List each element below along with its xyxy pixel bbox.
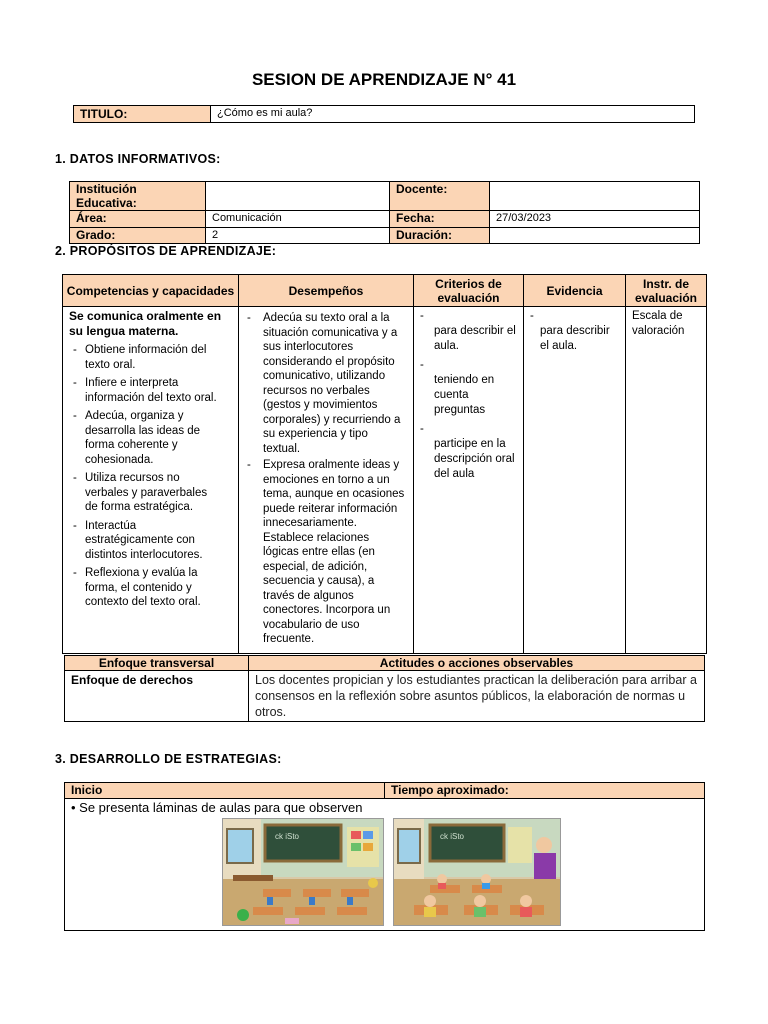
criterio-1: para describir el aula. [434, 325, 516, 352]
enfoque-name: Enfoque de derechos [65, 671, 249, 722]
board-text-2: ck iSto [440, 832, 465, 841]
evidencia-dash: - [530, 310, 534, 322]
classroom-illustration-2 [394, 819, 561, 926]
header-competencias: Competencias y capacidades [63, 275, 239, 307]
fecha-label: Fecha: [390, 211, 490, 228]
fecha-value: 27/03/2023 [490, 211, 700, 228]
board-text-1: ck iSto [275, 832, 300, 841]
desempenos-list [245, 311, 407, 647]
docente-value [490, 182, 700, 211]
inicio-label: Inicio [65, 783, 385, 799]
desempenos-cell [239, 307, 414, 654]
list-item: - Interactúa estratégicamente con distintos interlocutores. [71, 519, 234, 563]
area-label: Área: [70, 211, 206, 228]
area-value: Comunicación [206, 211, 390, 228]
list-item: - Expresa oralmente ideas y emociones en torno a un tema, aunque en ocasiones puede reiterar información innecesariamente. Establece relaciones lógicas entre ellas (en especial, de adición, secuencia y causa), a través de algunos conectores. Incorpora un vocabulario de uso frecuente. [245, 458, 407, 647]
inicio-bullet-text: Se presenta láminas de aulas para que observen [79, 800, 363, 815]
datos-informativos-table [69, 181, 700, 244]
titulo-table [73, 105, 695, 123]
list-item: - Utiliza recursos no verbales y paraverbales de forma estratégica. [71, 471, 234, 515]
header-desempenos: Desempeños [239, 275, 414, 307]
criterios-cell [414, 307, 524, 654]
titulo-label: TITULO: [74, 106, 211, 123]
docente-label: Docente: [390, 182, 490, 211]
document-title: SESION DE APRENDIZAJE N° 41 [251, 70, 517, 89]
section-1-heading: 1. DATOS INFORMATIVOS: [55, 152, 221, 166]
inicio-content [65, 799, 705, 931]
evidencia-value: para describir el aula. [540, 325, 610, 352]
classroom-illustration-1 [223, 819, 384, 926]
header-criterios: Criterios de evaluación [414, 275, 524, 307]
enfoque-table [64, 655, 705, 722]
inicio-bullet [71, 800, 698, 816]
competencia-title: Se comunica oralmente en su lengua materna. [69, 309, 222, 338]
titulo-value: ¿Cómo es mi aula? [211, 106, 695, 123]
duracion-label: Duración: [390, 228, 490, 244]
classroom-image-2 [393, 818, 561, 926]
section-2-heading: 2. PROPÓSITOS DE APRENDIZAJE: [55, 244, 277, 258]
list-item: - Infiere e interpreta información del texto oral. [71, 376, 234, 405]
header-evidencia: Evidencia [524, 275, 626, 307]
capacidades-list [69, 343, 234, 610]
bullet-icon: • [71, 800, 80, 815]
list-item: - Obtiene información del texto oral. [71, 343, 234, 372]
criterio-dash: - [420, 310, 424, 322]
grado-value: 2 [206, 228, 390, 244]
desarrollo-table [64, 782, 705, 931]
tiempo-label: Tiempo aproximado: [385, 783, 705, 799]
grado-label: Grado: [70, 228, 206, 244]
evidencia-cell [524, 307, 626, 654]
enfoque-text: Los docentes propician y los estudiantes practican la deliberación para arribar a consensos en la reflexión sobre asuntos públicos, la elaboración de normas u otros. [249, 671, 705, 722]
list-item: - Adecúa su texto oral a la situación comunicativa y a sus interlocutores considerando el propósito comunicativo, utilizando recursos no verbales (gestos y movimientos corporales) y recurriendo a su experiencia y tipo textual. [245, 311, 407, 456]
list-item: - Reflexiona y evalúa la forma, el contenido y contexto del texto oral. [71, 566, 234, 610]
institucion-value [206, 182, 390, 211]
criterio-dash: - [420, 359, 424, 371]
competencias-cell [63, 307, 239, 654]
criterio-dash: - [420, 423, 424, 435]
actitudes-header: Actitudes o acciones observables [249, 656, 705, 671]
list-item: - Adecúa, organiza y desarrolla las ideas de forma coherente y cohesionada. [71, 409, 234, 467]
classroom-image-1 [222, 818, 384, 926]
header-instrumento: Instr. de evaluación [626, 275, 707, 307]
propositos-table [62, 274, 707, 654]
duracion-value [490, 228, 700, 244]
criterio-3: participe en la descripción oral del aula [434, 438, 515, 480]
section-3-heading: 3. DESARROLLO DE ESTRATEGIAS: [55, 752, 282, 766]
criterio-2: teniendo en cuenta preguntas [434, 374, 495, 416]
institucion-label: Institución Educativa: [70, 182, 206, 211]
instrumento-cell: Escala de valoración [626, 307, 707, 654]
enfoque-header: Enfoque transversal [65, 656, 249, 671]
